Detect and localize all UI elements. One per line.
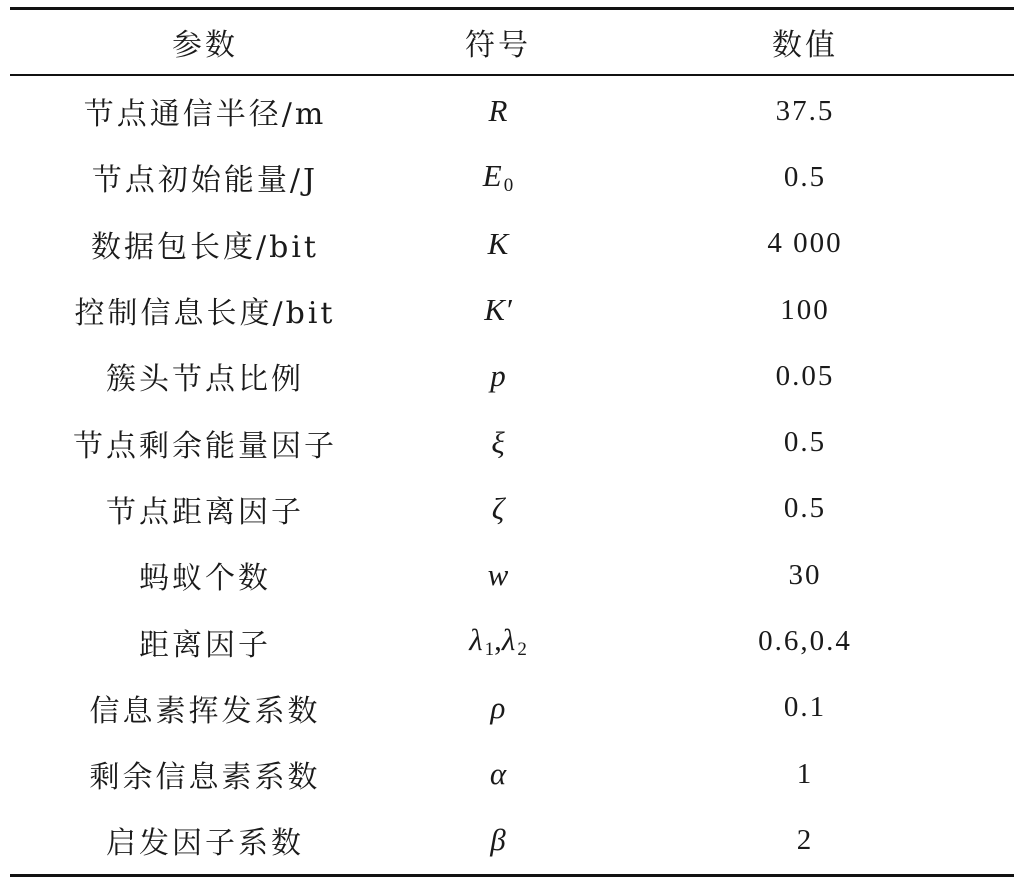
table-header-row bbox=[10, 10, 1014, 76]
header-symbol: 符号 bbox=[465, 28, 531, 63]
param-value: 30 bbox=[788, 558, 822, 591]
param-symbol: ρ bbox=[490, 689, 506, 725]
param-symbol: β bbox=[490, 822, 506, 858]
param-value: 0.6,0.4 bbox=[758, 625, 852, 658]
param-symbol: ξ bbox=[491, 424, 505, 460]
param-symbol: w bbox=[487, 557, 509, 593]
param-symbol: p bbox=[490, 358, 506, 394]
param-name: 启发因子系数 bbox=[106, 826, 304, 862]
param-name: 距离因子 bbox=[139, 627, 271, 663]
table-row bbox=[10, 211, 1014, 277]
param-symbol: R bbox=[488, 93, 508, 129]
param-name: 簇头节点比例 bbox=[106, 362, 304, 398]
table-row bbox=[10, 343, 1014, 409]
param-name: 控制信息长度/bit bbox=[74, 296, 336, 332]
table-row bbox=[10, 476, 1014, 542]
param-name: 信息素挥发系数 bbox=[89, 693, 321, 729]
header-value: 数值 bbox=[772, 28, 838, 63]
table-row bbox=[10, 144, 1014, 210]
param-symbol: α bbox=[489, 756, 507, 792]
param-value: 37.5 bbox=[775, 94, 835, 127]
param-name: 节点初始能量/J bbox=[91, 163, 319, 199]
param-value: 2 bbox=[796, 823, 814, 856]
param-symbol: E $_0$ bbox=[482, 157, 514, 196]
param-value: 1 bbox=[796, 757, 814, 790]
param-value: 0.5 bbox=[783, 426, 827, 459]
param-symbol: ζ bbox=[491, 490, 505, 526]
param-name: 节点距离因子 bbox=[106, 494, 304, 530]
param-symbol: K′ bbox=[484, 292, 512, 328]
param-name: 节点通信半径/m bbox=[83, 97, 327, 133]
table-row bbox=[10, 78, 1014, 144]
param-value: 0.5 bbox=[783, 160, 827, 193]
param-value: 0.05 bbox=[775, 359, 835, 392]
table-row bbox=[10, 409, 1014, 475]
table-row bbox=[10, 608, 1014, 674]
table-row bbox=[10, 807, 1014, 873]
param-name: 节点剩余能量因子 bbox=[73, 428, 337, 464]
table-row bbox=[10, 277, 1014, 343]
param-symbol: λ $_1$,λ $_2$ bbox=[469, 622, 527, 661]
table-row bbox=[10, 741, 1014, 807]
param-name: 数据包长度/bit bbox=[91, 229, 319, 265]
param-value: 0.5 bbox=[783, 492, 827, 525]
table-row bbox=[10, 675, 1014, 741]
header-param: 参数 bbox=[172, 28, 238, 63]
param-name: 蚂蚁个数 bbox=[139, 561, 271, 597]
table-body bbox=[10, 76, 1014, 874]
param-value: 4 000 bbox=[767, 227, 843, 260]
param-name: 剩余信息素系数 bbox=[89, 760, 321, 796]
param-value: 0.1 bbox=[783, 691, 827, 724]
parameter-table bbox=[10, 7, 1014, 877]
table-row bbox=[10, 542, 1014, 608]
param-value: 100 bbox=[780, 293, 830, 326]
param-symbol: K bbox=[487, 225, 509, 261]
